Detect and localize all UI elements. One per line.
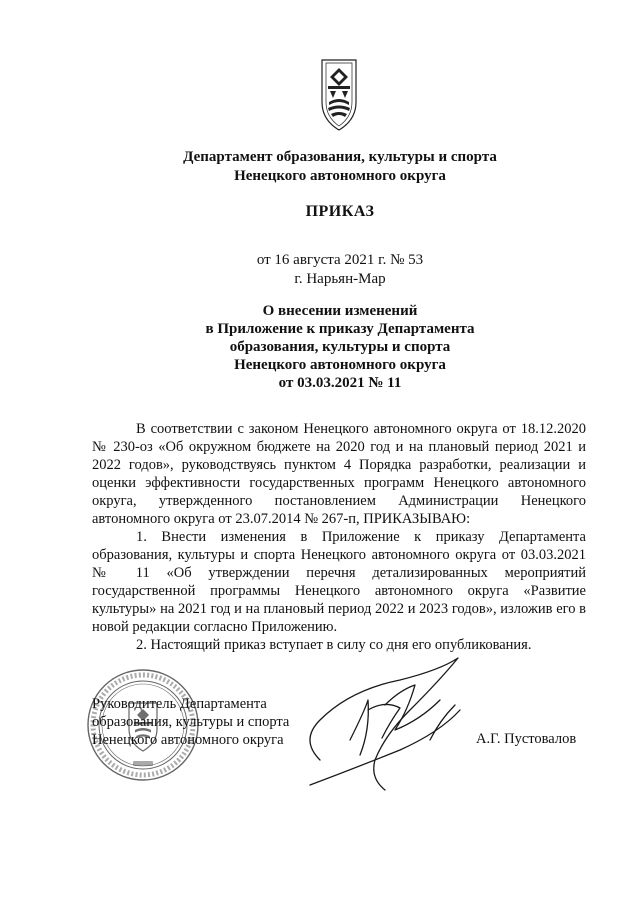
document-type: ПРИКАЗ xyxy=(305,203,375,220)
document-body xyxy=(92,420,586,654)
position-line-3: Ненецкого автономного округа xyxy=(92,732,284,748)
position-line-1: Руководитель Департамента xyxy=(92,696,267,712)
body-item-2: 2. Настоящий приказ вступает в силу со дня его опубликования. xyxy=(136,637,532,653)
coat-of-arms-icon xyxy=(314,58,364,132)
body-item-1: 1. Внести изменения в Приложение к приказу Департамента образования, культуры и спорта Ненецкого автономного округа от 03.03.2021 № 11 «Об утверждении перечня детализированных мероприятий государственной программы Ненецкого автономного округа «Развитие культуры» на 2021 год и на плановый период 2022 и 2023 годов», изложив его в новой редакции согласно Приложению. xyxy=(92,529,586,635)
subject-line-4: Ненецкого автономного округа xyxy=(234,357,446,373)
subject-line-5: от 03.03.2021 № 11 xyxy=(278,375,402,391)
subject-line-3: образования, культуры и спорта xyxy=(229,339,451,355)
document-subject xyxy=(90,302,590,392)
subject-line-1: О внесении изменений xyxy=(262,303,418,319)
subject-line-2: в Приложение к приказу Департамента xyxy=(205,321,475,337)
document-place: г. Нарьян-Мар xyxy=(294,271,386,287)
document-date: от 16 августа 2021 г. № 53 xyxy=(256,252,424,268)
handwritten-signature-icon xyxy=(290,650,490,800)
signatory-name: А.Г. Пустовалов xyxy=(476,731,577,747)
document-date-place xyxy=(90,251,590,289)
position-line-2: образования, культуры и спорта xyxy=(92,714,290,730)
body-intro: В соответствии с законом Ненецкого автономного округа от 18.12.2020 № 230-оз «Об окружном бюджете на 2020 год и на плановый период 2021 и 2022 годов», руководствуясь пунктом 4 Порядка разработки, реализации и оценки эффективности государственных программ Ненецкого автономного округа, утвержденного постановлением Администрации Ненецкого автономного округа от 23.07.2014 № 267-п, ПРИКАЗЫВАЮ: xyxy=(92,421,586,527)
department-line-1: Департамент образования, культуры и спорта xyxy=(183,149,497,165)
department-line-2: Ненецкого автономного округа xyxy=(234,168,446,184)
department-name xyxy=(90,148,590,186)
